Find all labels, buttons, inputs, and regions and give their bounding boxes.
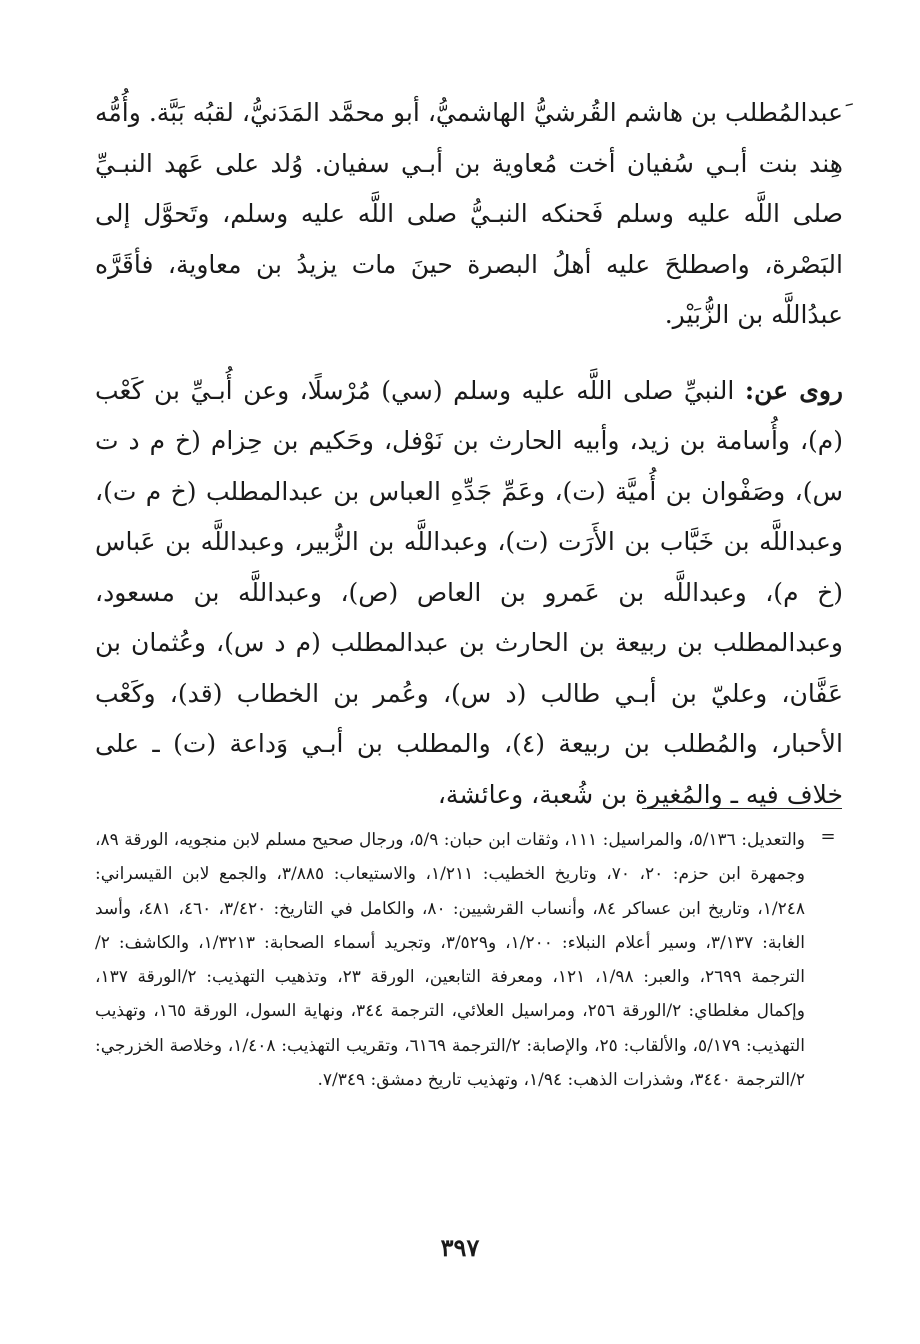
footnote-divider: [642, 808, 842, 809]
page-number: ٣٩٧: [440, 1233, 480, 1262]
footnote: [95, 823, 805, 1097]
narrated-from-text: النبيِّ صلى اللَّه عليه وسلم (سي) مُرْسلًا، وعن أُبـيِّ بن كَعْب (م)، وأُسامة بن زيد، وأبيه الحارث بن نَوْفل، وحَكيم بن حِزام (خ م د ت س)، وصَفْوان بن أُميَّة (ت)، وعَمِّ جَدِّهِ العباس بن عبدالمطلب (خ م ت)، وعبداللَّه بن خَبَّاب بن الأَرَت (ت)، وعبداللَّه بن الزُّبير، وعبداللَّه بن عَباس (خ م)، وعبداللَّه بن عَمرو بن العاص (ص)، وعبداللَّه بن مسعود، وعبدالمطلب بن ربيعة بن الحارث بن عبدالمطلب (م د س)، وعُثمان بن عَفَّان، وعليّ بن أبـي طالب (د س)، وعُمر بن الخطاب (قد)، وكَعْب الأحبار، والمُطلب بن ربيعة (٤)، والمطلب بن أبـي وَداعة (ت) ـ على خلاف فيه ـ والمُغيرة بن شُعبة، وعائشة،: [95, 375, 843, 809]
biography-paragraph: َعبدالمُطلب بن هاشم القُرشيُّ الهاشميُّ، أبو محمَّد المَدَنيُّ، لقبُه بَبَّة. وأُمُّه هِند بنت أبـي سُفيان أخت مُعاوية بن أبـي سفيان. وُلد على عَهد النبـيِّ صلى اللَّه عليه وسلم فَحنكه النبـيُّ صلى اللَّه عليه وسلم، وتَحوَّل إلى البَصْرة، واصطلحَ عليه أهلُ البصرة حينَ مات يزيدُ بن معاوية، فأقَرَّه عبدُاللَّه بن الزُّبَيْر.: [95, 98, 843, 329]
narrated-from-label: روى عن:: [744, 375, 844, 405]
narrated-from-paragraph: [95, 366, 843, 821]
footnote-continuation-marker: =: [820, 826, 836, 847]
footnote-text: والتعديل: ٥/١٣٦، والمراسيل: ١١١، وثقات ابن حبان: ٥/٩، ورجال صحيح مسلم لابن منجويه، الورقة ٨٩، وجمهرة ابن حزم: ٢٠، ٧٠، وتاريخ الخطيب: ١/٢١١، والاستيعاب: ٣/٨٨٥، والجمع لابن القيسراني: ١/٢٤٨، وتاريخ ابن عساكر ٨٤، وأنساب القرشيين: ٨٠، والكامل في التاريخ: ٣/٤٢٠، ٤٦٠، ٤٨١، وأسد الغابة: ٣/١٣٧، وسير أعلام النبلاء: ١/٢٠٠، و٣/٥٢٩، وتجريد أسماء الصحابة: ١/٣٢١٣، والكاشف: ٢/الترجمة ٢٦٩٩، والعبر: ١/٩٨، ١٢١، ومعرفة التابعين، الورقة ٢٣، وتذهيب التهذيب: ٢/الورقة ١٣٧، وإكمال مغلطاي: ٢/الورقة ٢٥٦، ومراسيل العلائي، الترجمة ٣٤٤، ونهاية السول، الورقة ١٦٥، وتهذيب التهذيب: ٥/١٧٩، والألقاب: ٢٥، والإصابة: ٢/الترجمة ٦١٦٩، وتقريب التهذيب: ١/٤٠٨، وخلاصة الخزرجي: ٢/الترجمة ٣٤٤٠، وشذرات الذهب: ١/٩٤، وتهذيب تاريخ دمشق: ٧/٣٤٩.: [95, 830, 806, 1091]
main-text-block: [95, 88, 843, 820]
